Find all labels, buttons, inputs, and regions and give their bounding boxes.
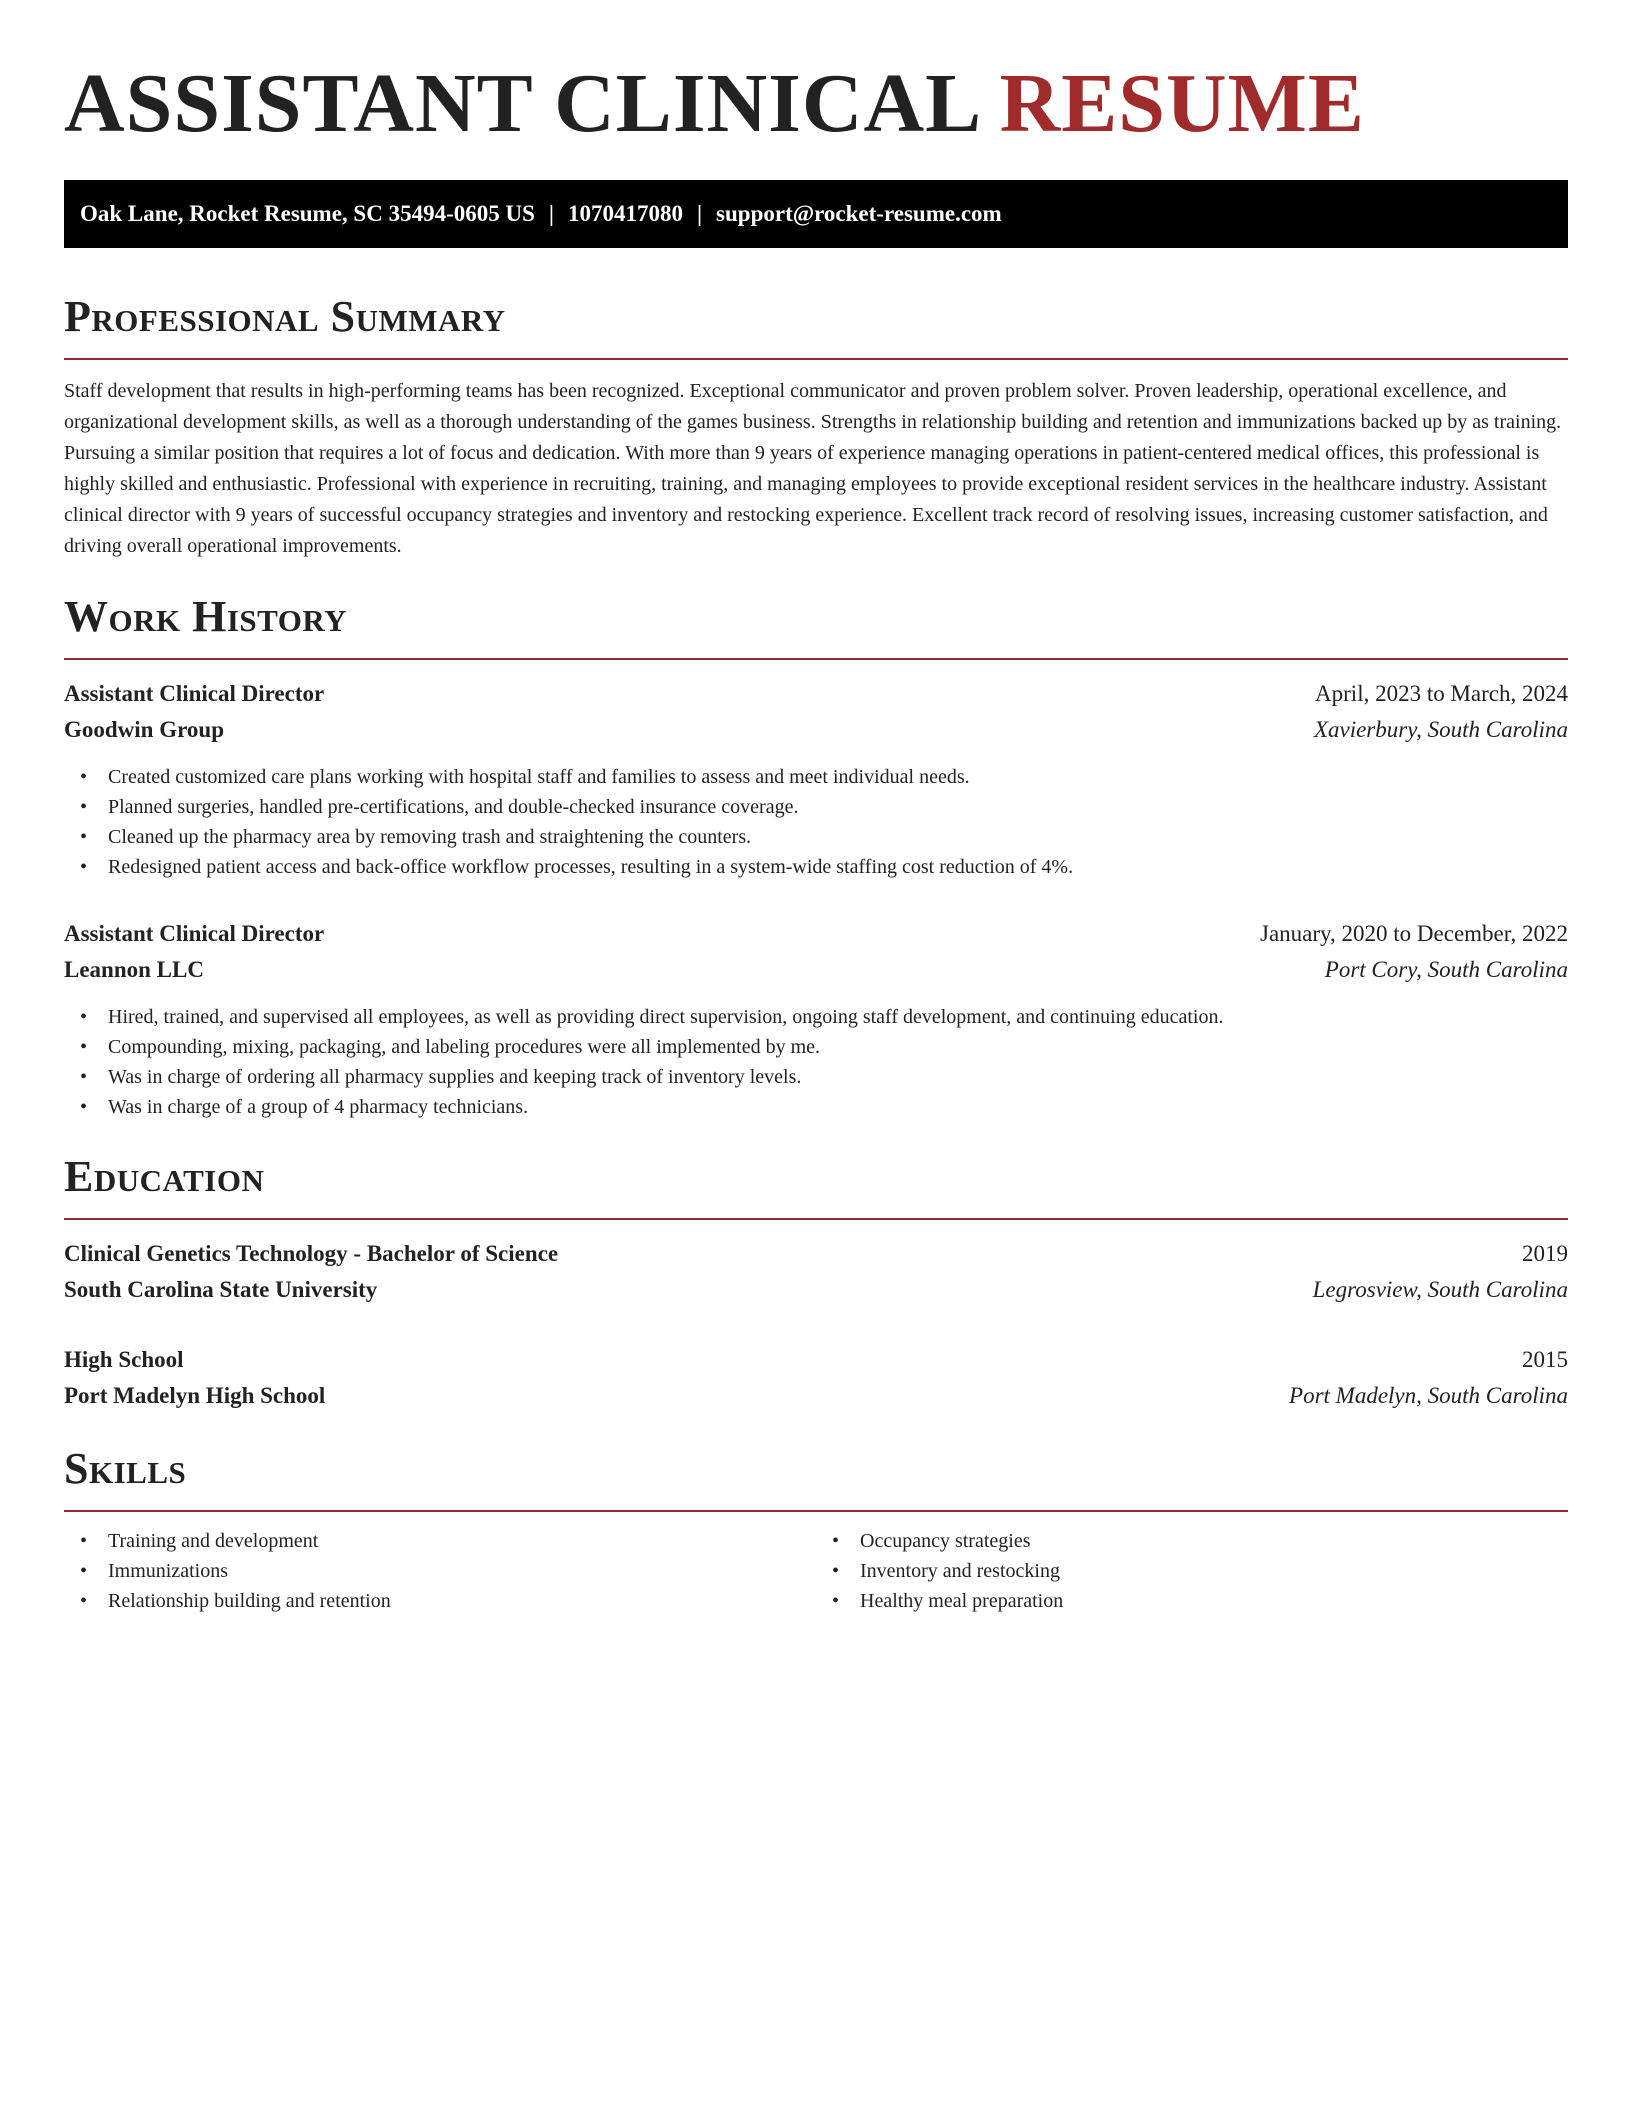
contact-address: Oak Lane, Rocket Resume, SC 35494-0605 US (80, 201, 535, 226)
bullet-icon: • (80, 1590, 88, 1612)
contact-phone: 1070417080 (567, 201, 683, 226)
title-main: ASSISTANT CLINICAL (64, 57, 978, 150)
bullet-icon: • (80, 1036, 88, 1058)
education-entry (64, 1342, 1568, 1414)
duty-text: Planned surgeries, handled pre-certifications, and double-checked insurance coverage. (108, 796, 799, 818)
summary-heading: Professional Summary (64, 292, 506, 341)
contact-separator: | (696, 201, 703, 226)
skill-text: Healthy meal preparation (860, 1590, 1064, 1612)
bullet-icon: • (80, 1530, 88, 1552)
work-history-heading: Work History (64, 592, 348, 641)
section-divider (64, 1218, 1568, 1220)
bullet-icon: • (832, 1590, 840, 1612)
resume-title (64, 56, 1568, 152)
contact-email: support@rocket-resume.com (716, 201, 1002, 226)
job-company: Goodwin Group (64, 717, 224, 742)
list-item (80, 762, 1568, 792)
section-divider (64, 1510, 1568, 1512)
graduation-year: 2015 (1522, 1347, 1568, 1372)
duty-text: Compounding, mixing, packaging, and labeling procedures were all implemented by me. (108, 1036, 821, 1058)
skill-text: Immunizations (108, 1560, 228, 1582)
education-section (64, 1152, 1568, 1414)
bullet-icon: • (832, 1560, 840, 1582)
skill-text: Occupancy strategies (860, 1530, 1031, 1552)
skills-column-left (64, 1526, 816, 1616)
education-heading: Education (64, 1152, 265, 1201)
bullet-icon: • (832, 1530, 840, 1552)
job-title: Assistant Clinical Director (64, 681, 325, 706)
skill-text: Training and development (108, 1530, 319, 1552)
summary-text: Staff development that results in high-performing teams has been recognized. Exceptional communicator and proven problem solver. Proven leadership, operational excellence, and organizational development skills, as well as a thorough understanding of the games business. Strengths in relationship building and retention and immunizations backed up by as training. Pursuing a similar position that requires a lot of focus and dedication. With more than 9 years of experience managing operations in patient-centered medical offices, this professional is highly skilled and enthusiastic. Professional with experience in recruiting, training, and managing employees to provide exceptional resident services in the healthcare industry. Assistant clinical director with 9 years of successful occupancy strategies and inventory and restocking experience. Excellent track record of resolving issues, increasing customer satisfaction, and driving overall operational improvements. (64, 380, 1562, 557)
duty-text: Was in charge of ordering all pharmacy supplies and keeping track of inventory levels. (108, 1066, 802, 1088)
bullet-icon: • (80, 826, 88, 848)
skills-list (816, 1526, 1568, 1616)
list-item (80, 1526, 816, 1556)
graduation-year: 2019 (1522, 1241, 1568, 1266)
work-history-section (64, 592, 1568, 1122)
list-item (80, 822, 1568, 852)
degree-name: Clinical Genetics Technology - Bachelor of Science (64, 1241, 559, 1266)
school-location: Port Madelyn, South Carolina (1289, 1383, 1568, 1408)
skills-list (64, 1526, 816, 1616)
list-item (80, 1032, 1568, 1062)
duty-text: Created customized care plans working with hospital staff and families to assess and meet individual needs. (108, 766, 970, 788)
school-location: Legrosview, South Carolina (1312, 1277, 1568, 1302)
title-accent: RESUME (999, 57, 1365, 150)
list-item (832, 1586, 1568, 1616)
bullet-icon: • (80, 796, 88, 818)
job-entry (64, 916, 1568, 1122)
bullet-icon: • (80, 856, 88, 878)
bullet-icon: • (80, 1006, 88, 1028)
duty-text: Was in charge of a group of 4 pharmacy technicians. (108, 1096, 529, 1118)
section-divider (64, 358, 1568, 360)
bullet-icon: • (80, 1066, 88, 1088)
job-location: Port Cory, South Carolina (1324, 957, 1568, 982)
list-item (80, 792, 1568, 822)
list-item (80, 1002, 1568, 1032)
skill-text: Inventory and restocking (860, 1560, 1060, 1582)
job-dates: January, 2020 to December, 2022 (1260, 921, 1568, 946)
list-item (80, 1586, 816, 1616)
job-duties-list (64, 1002, 1568, 1122)
school-name: South Carolina State University (64, 1277, 378, 1302)
duty-text: Redesigned patient access and back-office workflow processes, resulting in a system-wide staffing cost reduction of 4%. (108, 856, 1074, 878)
education-entry (64, 1236, 1568, 1308)
summary-section (64, 292, 1568, 562)
job-duties-list (64, 762, 1568, 882)
contact-separator: | (548, 201, 554, 226)
skills-column-right (816, 1526, 1568, 1616)
duty-text: Hired, trained, and supervised all employees, as well as providing direct supervision, ongoing staff development, and continuing education. (108, 1006, 1224, 1028)
section-divider (64, 658, 1568, 660)
skills-section (64, 1444, 1568, 1616)
list-item (80, 1556, 816, 1586)
contact-bar (64, 180, 1568, 248)
bullet-icon: • (80, 1096, 88, 1118)
job-dates: April, 2023 to March, 2024 (1315, 681, 1568, 706)
school-name: Port Madelyn High School (64, 1383, 326, 1408)
degree-name: High School (64, 1347, 184, 1372)
bullet-icon: • (80, 766, 88, 788)
skill-text: Relationship building and retention (108, 1590, 391, 1612)
duty-text: Cleaned up the pharmacy area by removing trash and straightening the counters. (108, 826, 752, 848)
job-entry (64, 676, 1568, 882)
list-item (80, 1062, 1568, 1092)
job-title: Assistant Clinical Director (64, 921, 325, 946)
list-item (832, 1556, 1568, 1586)
job-company: Leannon LLC (64, 957, 204, 982)
list-item (832, 1526, 1568, 1556)
list-item (80, 1092, 1568, 1122)
skills-heading: Skills (64, 1444, 187, 1493)
skills-grid (64, 1526, 1568, 1616)
bullet-icon: • (80, 1560, 88, 1582)
job-location: Xavierbury, South Carolina (1313, 717, 1568, 742)
list-item (80, 852, 1568, 882)
